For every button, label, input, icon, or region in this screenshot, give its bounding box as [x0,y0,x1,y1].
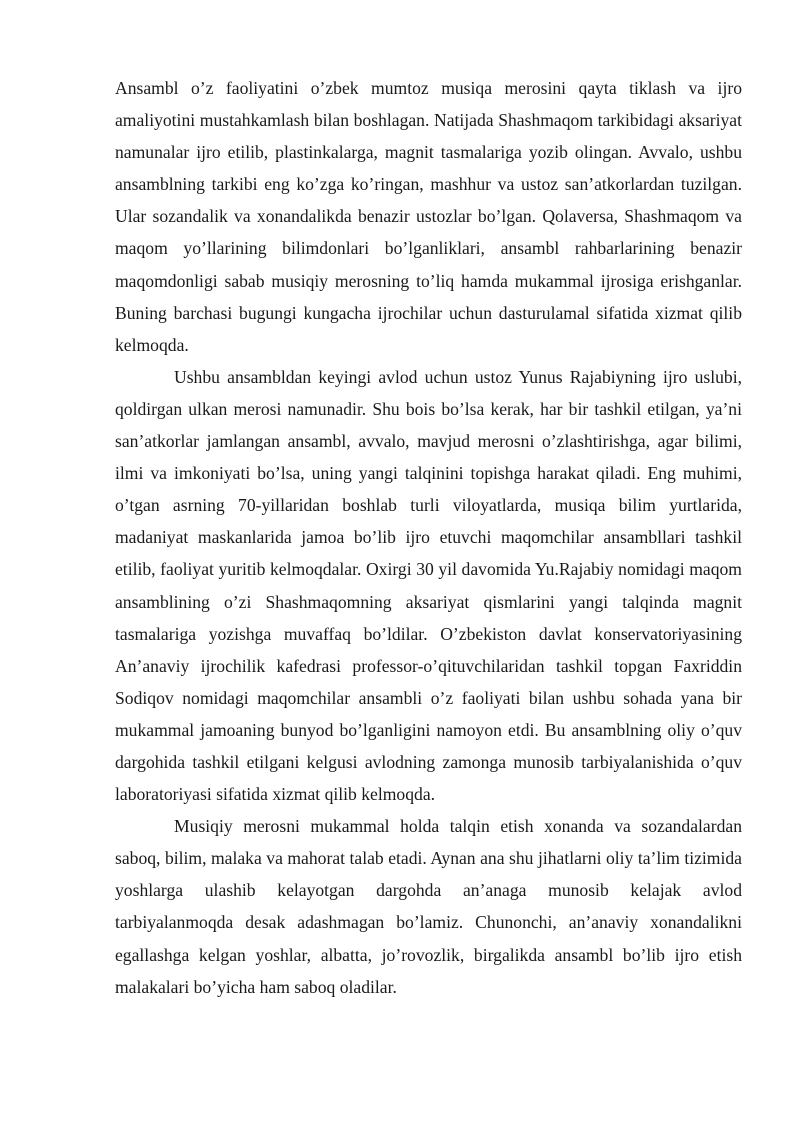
document-page [115,72,742,1003]
paragraph-1: Ansambl o’z faoliyatini o’zbek mumtoz musiqa merosini qayta tiklash va ijro amaliyotini mustahkamlash bilan boshlagan. Natijada Shashmaqom tarkibidagi aksariyat namunalar ijro etilib, plastinkalarga, magnit tasmalariga yozib olingan. Avvalo, ushbu ansamblning tarkibi eng ko’zga ko’ringan, mashhur va ustoz san’atkorlardan tuzilgan. Ular sozandalik va xonandalikda benazir ustozlar bo’lgan. Qolaversa, Shashmaqom va maqom yo’llarining bilimdonlari bo’lganliklari, ansambl rahbarlarining benazir maqomdonligi sabab musiqiy merosning to’liq hamda mukammal ijrosiga erishganlar. Buning barchasi bugungi kungacha ijrochilar uchun dasturulamal sifatida xizmat qilib kelmoqda. [115,78,742,355]
paragraph-3: Musiqiy merosni mukammal holda talqin etish xonanda va sozandalardan saboq, bilim, malaka va mahorat talab etadi. Aynan ana shu jihatlarni oliy ta’lim tizimida yoshlarga ulashib kelayotgan dargohda an’anaga munosib kelajak avlod tarbiyalanmoqda desak adashmagan bo’lamiz. Chunonchi, an’anaviy xonandalikni egallashga kelgan yoshlar, albatta, jo’rovozlik, birgalikda ansambl bo’lib ijro etish malakalari bo’yicha ham saboq oladilar. [115,816,742,997]
paragraph-2: Ushbu ansambldan keyingi avlod uchun ustoz Yunus Rajabiyning ijro uslubi, qoldirgan ulkan merosi namunadir. Shu bois bo’lsa kerak, har bir tashkil etilgan, ya’ni san’atkorlar jamlangan ansambl, avvalo, mavjud merosni o’zlashtirishga, agar bilimi, ilmi va imkoniyati bo’lsa, uning yangi talqinini topishga harakat qiladi. Eng muhimi, o’tgan asrning 70-yillaridan boshlab turli viloyatlarda, musiqa bilim yurtlarida, madaniyat maskanlarida jamoa bo’lib ijro etuvchi maqomchilar ansambllari tashkil etilib, faoliyat yuritib kelmoqdalar. Oxirgi 30 yil davomida Yu.Rajabiy nomidagi maqom ansamblining o’zi Shashmaqomning aksariyat qismlarini yangi talqinda magnit tasmalariga yozishga muvaffaq bo’ldilar. O’zbekiston davlat konservatoriyasining An’anaviy ijrochilik kafedrasi professor-o’qituvchilaridan tashkil topgan Faxriddin Sodiqov nomidagi maqomchilar ansambli o’z faoliyati bilan ushbu sohada yana bir mukammal jamoaning bunyod bo’lganligini namoyon etdi. Bu ansamblning oliy o’quv dargohida tashkil etilgani kelgusi avlodning zamonga munosib tarbiyalanishida o’quv laboratoriyasi sifatida xizmat qilib kelmoqda. [115,366,742,805]
